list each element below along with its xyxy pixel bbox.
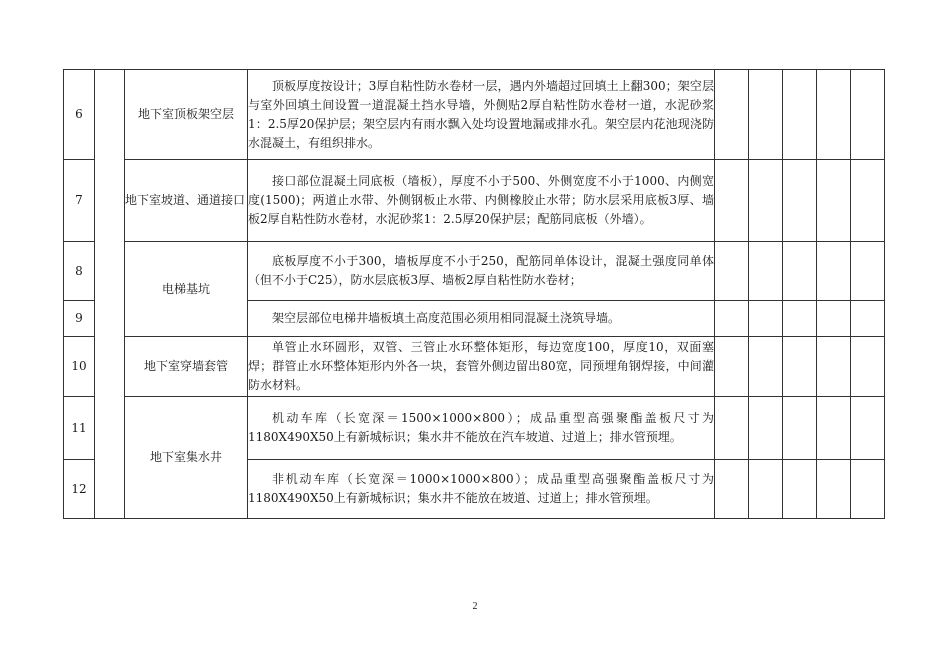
item-name: 电梯基坑: [125, 242, 248, 337]
item-description: 底板厚度不小于300，墙板厚度不小于250，配筋同单体设计，混凝土强度同单体（但不小于C25），防水层底板3厚、墙板2厚自粘性防水卷材；: [248, 242, 715, 301]
check-cell: [715, 397, 749, 460]
table-row: [64, 397, 885, 460]
check-cell: [817, 301, 851, 337]
table-row: [64, 70, 885, 160]
item-description: 机动车库（长宽深＝1500×1000×800）；成品重型高强聚酯盖板尺寸为1180X490X50上有新城标识；集水井不能放在汽车坡道、过道上；排水管预埋。: [248, 397, 715, 460]
check-cell: [715, 337, 749, 397]
item-name: 地下室集水井: [125, 397, 248, 519]
check-cell: [783, 301, 817, 337]
check-cell: [749, 301, 783, 337]
check-cell: [783, 337, 817, 397]
row-number: 10: [64, 337, 95, 397]
item-name: 地下室坡道、通道接口: [125, 160, 248, 242]
category-column: [95, 70, 125, 519]
check-cell: [715, 242, 749, 301]
item-description: 接口部位混凝土同底板（墙板），厚度不小于500、外侧宽度不小于1000、内侧宽度(1500)；两道止水带、外侧钢板止水带、内侧橡胶止水带；防水层采用底板3厚、墙板2厚自粘性防水卷材，水泥砂浆1：2.5厚20保护层；配筋同底板（外墙）。: [248, 160, 715, 242]
check-cell: [817, 337, 851, 397]
row-number: 7: [64, 160, 95, 242]
item-name: 地下室顶板架空层: [125, 70, 248, 160]
check-cell: [715, 70, 749, 160]
check-cell: [851, 160, 885, 242]
page-number: 2: [472, 601, 478, 612]
specification-table: [63, 69, 885, 519]
check-cell: [817, 397, 851, 460]
check-cell: [749, 397, 783, 460]
item-name: 地下室穿墙套管: [125, 337, 248, 397]
check-cell: [817, 460, 851, 519]
check-cell: [783, 460, 817, 519]
check-cell: [817, 160, 851, 242]
check-cell: [749, 160, 783, 242]
row-number: 8: [64, 242, 95, 301]
item-description: 顶板厚度按设计；3厚自粘性防水卷材一层，遇内外墙超过回填土上翻300；架空层与室外回填土间设置一道混凝土挡水导墙，外侧贴2厚自粘性防水卷材一道，水泥砂浆1：2.5厚20保护层；架空层内有雨水飘入处均设置地漏或排水孔。架空层内花池现浇防水混凝土，有组织排水。: [248, 70, 715, 160]
check-cell: [851, 460, 885, 519]
check-cell: [851, 337, 885, 397]
check-cell: [851, 397, 885, 460]
check-cell: [851, 242, 885, 301]
row-number: 9: [64, 301, 95, 337]
check-cell: [715, 301, 749, 337]
check-cell: [851, 70, 885, 160]
table-row: [64, 160, 885, 242]
check-cell: [715, 460, 749, 519]
check-cell: [749, 242, 783, 301]
item-description: 非机动车库（长宽深＝1000×1000×800）；成品重型高强聚酯盖板尺寸为1180X490X50上有新城标识；集水井不能放在坡道、过道上；排水管预埋。: [248, 460, 715, 519]
row-number: 11: [64, 397, 95, 460]
item-description: 架空层部位电梯井墙板填土高度范围必须用相同混凝土浇筑导墙。: [248, 301, 715, 337]
row-number: 12: [64, 460, 95, 519]
check-cell: [783, 160, 817, 242]
row-number: 6: [64, 70, 95, 160]
check-cell: [749, 70, 783, 160]
check-cell: [817, 70, 851, 160]
check-cell: [783, 397, 817, 460]
item-description: 单管止水环圆形，双管、三管止水环整体矩形，每边宽度100，厚度10，双面塞焊；群管止水环整体矩形内外各一块，套管外侧边留出80宽，同预埋角钢焊接，中间灌防水材料。: [248, 337, 715, 397]
check-cell: [783, 242, 817, 301]
check-cell: [749, 337, 783, 397]
table-row: [64, 242, 885, 301]
check-cell: [783, 70, 817, 160]
table-row: [64, 337, 885, 397]
check-cell: [715, 160, 749, 242]
check-cell: [749, 460, 783, 519]
check-cell: [817, 242, 851, 301]
check-cell: [851, 301, 885, 337]
